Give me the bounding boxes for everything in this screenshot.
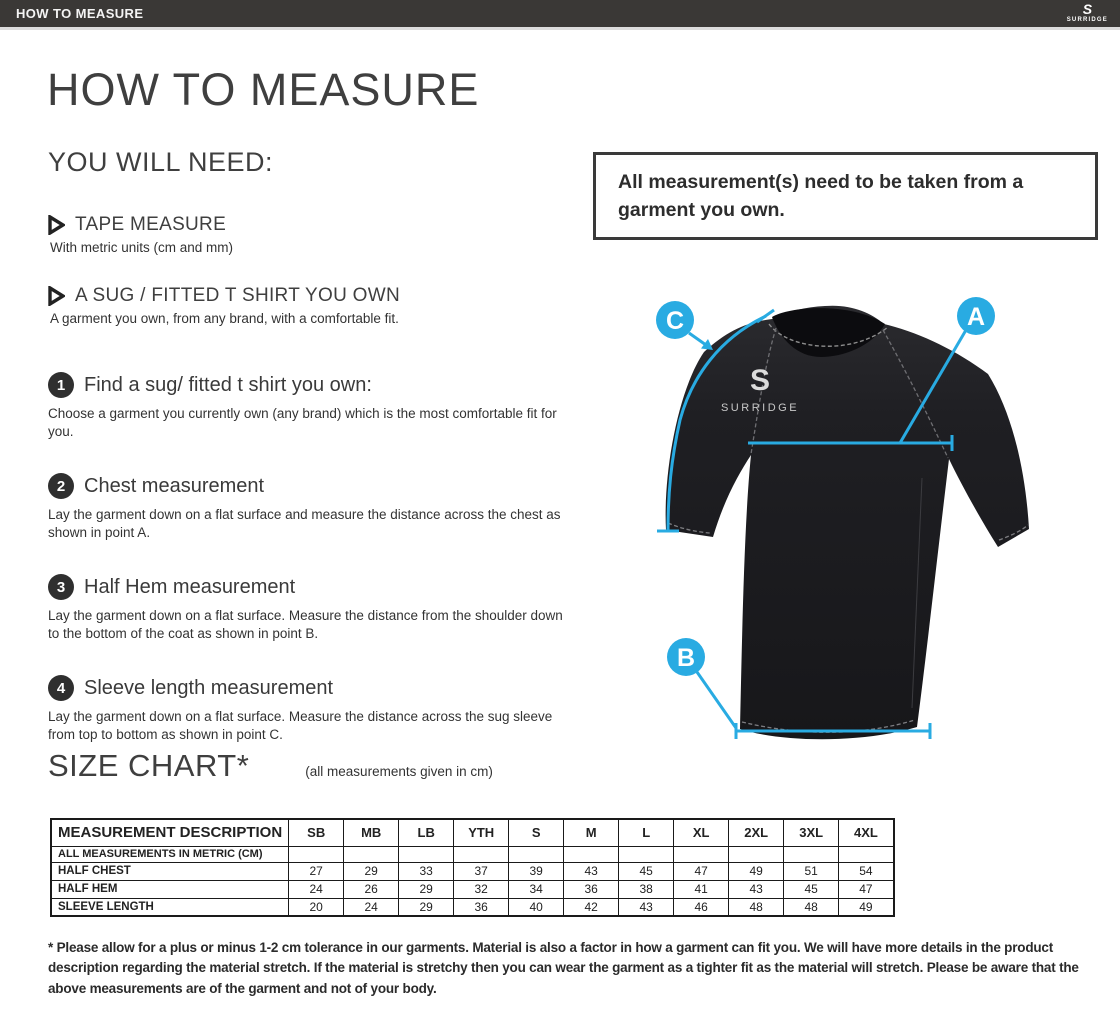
value-cell: 41 <box>674 880 729 898</box>
value-cell: 47 <box>839 880 894 898</box>
table-row <box>51 862 894 880</box>
metric-note-row <box>51 846 894 862</box>
empty-cell <box>344 846 399 862</box>
value-cell: 33 <box>399 862 454 880</box>
size-header-cell: LB <box>399 819 454 846</box>
size-header-cell: 4XL <box>839 819 894 846</box>
shirt-measurement-diagram <box>600 268 1120 788</box>
value-cell: 40 <box>509 898 564 916</box>
measurement-label-cell: SLEEVE LENGTH <box>51 898 289 916</box>
value-cell: 27 <box>289 862 344 880</box>
empty-cell <box>784 846 839 862</box>
value-cell: 45 <box>784 880 839 898</box>
triangle-bullet-icon <box>48 215 65 235</box>
value-cell: 29 <box>399 898 454 916</box>
empty-cell <box>509 846 564 862</box>
measurement-note-box <box>593 152 1098 240</box>
black-tshirt-image <box>666 306 1029 740</box>
step-description: Lay the garment down on a flat surface. Measure the distance from the shoulder down to the bottom of the coat as shown in point B. <box>48 608 563 641</box>
empty-cell <box>839 846 894 862</box>
page-title: HOW TO MEASURE <box>47 64 480 115</box>
instructions-column <box>48 147 593 776</box>
value-cell: 34 <box>509 880 564 898</box>
measurement-label-cell: HALF HEM <box>51 880 289 898</box>
size-header-cell: SB <box>289 819 344 846</box>
empty-cell <box>289 846 344 862</box>
sleeve-pointer-line <box>689 333 706 345</box>
value-cell: 43 <box>729 880 784 898</box>
size-header-cell: S <box>509 819 564 846</box>
value-cell: 38 <box>619 880 674 898</box>
empty-cell <box>399 846 454 862</box>
tolerance-footnote: * Please allow for a plus or minus 1-2 cm tolerance in our garments. Material is also a factor in how a garment can fit you. We will have more details in the product description regarding the material stretch. If the material is stretchy then you can wear the garment as a tighter fit as the material will stretch. Please be aware that the above measurements are of the garment and not of your body. <box>48 940 1079 996</box>
value-cell: 29 <box>344 862 399 880</box>
you-will-need-heading: YOU WILL NEED: <box>48 147 274 177</box>
value-cell: 46 <box>674 898 729 916</box>
top-bar <box>0 0 1120 30</box>
shirt-logo-icon: S <box>749 364 771 397</box>
value-cell: 37 <box>454 862 509 880</box>
step-title: Sleeve length measurement <box>84 676 334 699</box>
empty-cell <box>674 846 729 862</box>
need-item-title: TAPE MEASURE <box>75 214 227 235</box>
step-3 <box>48 574 593 642</box>
step-number-badge: 3 <box>48 574 74 600</box>
need-item-fitted-shirt <box>48 285 593 326</box>
size-chart-subtitle: (all measurements given in cm) <box>305 764 493 779</box>
label-a-letter: A <box>966 303 986 331</box>
empty-cell <box>454 846 509 862</box>
size-header-cell: M <box>564 819 619 846</box>
need-item-tape-measure <box>48 214 593 255</box>
value-cell: 49 <box>729 862 784 880</box>
value-cell: 36 <box>454 898 509 916</box>
table-row <box>51 880 894 898</box>
value-cell: 36 <box>564 880 619 898</box>
measurement-note-text: All measurement(s) need to be taken from a garment you own. <box>618 170 1024 221</box>
metric-label-cell: ALL MEASUREMENTS IN METRIC (CM) <box>51 846 289 862</box>
triangle-bullet-icon <box>48 286 65 306</box>
measurement-label-cell: HALF CHEST <box>51 862 289 880</box>
step-number-badge: 1 <box>48 372 74 398</box>
value-cell: 47 <box>674 862 729 880</box>
size-header-cell: 3XL <box>784 819 839 846</box>
step-2 <box>48 473 593 541</box>
step-number-badge: 4 <box>48 675 74 701</box>
size-header-cell: 2XL <box>729 819 784 846</box>
value-cell: 48 <box>784 898 839 916</box>
steps-list <box>48 372 593 743</box>
size-chart-table <box>50 818 895 917</box>
value-cell: 29 <box>399 880 454 898</box>
step-title: Find a sug/ fitted t shirt you own: <box>84 373 372 396</box>
size-header-cell: L <box>619 819 674 846</box>
step-1 <box>48 372 593 440</box>
value-cell: 39 <box>509 862 564 880</box>
size-header-cell: YTH <box>454 819 509 846</box>
shirt-logo-wordmark: SURRIDGE <box>720 402 800 414</box>
need-item-subtitle: A garment you own, from any brand, with a comfortable fit. <box>50 311 399 326</box>
value-cell: 45 <box>619 862 674 880</box>
value-cell: 24 <box>289 880 344 898</box>
label-b-letter: B <box>676 644 696 672</box>
size-chart-heading-row <box>48 748 493 784</box>
table-header-row <box>51 819 894 846</box>
step-description: Lay the garment down on a flat surface and measure the distance across the chest as shown in point A. <box>48 507 561 540</box>
value-cell: 48 <box>729 898 784 916</box>
empty-cell <box>564 846 619 862</box>
surridge-s-icon: S <box>1082 1 1093 17</box>
value-cell: 51 <box>784 862 839 880</box>
value-cell: 43 <box>619 898 674 916</box>
need-item-title: A SUG / FITTED T SHIRT YOU OWN <box>75 285 401 306</box>
hem-pointer-line <box>697 672 736 728</box>
label-c-letter: C <box>665 307 685 335</box>
value-cell: 20 <box>289 898 344 916</box>
value-cell: 54 <box>839 862 894 880</box>
top-bar-title: HOW TO MEASURE <box>16 6 144 21</box>
step-description: Choose a garment you currently own (any brand) which is the most comfortable fit for you. <box>48 406 557 439</box>
value-cell: 24 <box>344 898 399 916</box>
empty-cell <box>729 846 784 862</box>
value-cell: 32 <box>454 880 509 898</box>
size-chart-title: SIZE CHART* <box>48 748 250 783</box>
surridge-logo <box>1067 2 1108 23</box>
value-cell: 49 <box>839 898 894 916</box>
step-title: Half Hem measurement <box>84 575 296 598</box>
step-4 <box>48 675 593 743</box>
value-cell: 26 <box>344 880 399 898</box>
empty-cell <box>619 846 674 862</box>
value-cell: 43 <box>564 862 619 880</box>
step-title: Chest measurement <box>84 474 265 497</box>
surridge-wordmark: SURRIDGE <box>1066 17 1108 23</box>
size-header-cell: XL <box>674 819 729 846</box>
step-description: Lay the garment down on a flat surface. Measure the distance across the sug sleeve from top to bottom as shown in point C. <box>48 709 553 742</box>
need-item-subtitle: With metric units (cm and mm) <box>50 240 234 255</box>
size-header-cell: MB <box>344 819 399 846</box>
description-header-cell: MEASUREMENT DESCRIPTION <box>51 819 289 846</box>
value-cell: 42 <box>564 898 619 916</box>
table-row <box>51 898 894 916</box>
step-number-badge: 2 <box>48 473 74 499</box>
